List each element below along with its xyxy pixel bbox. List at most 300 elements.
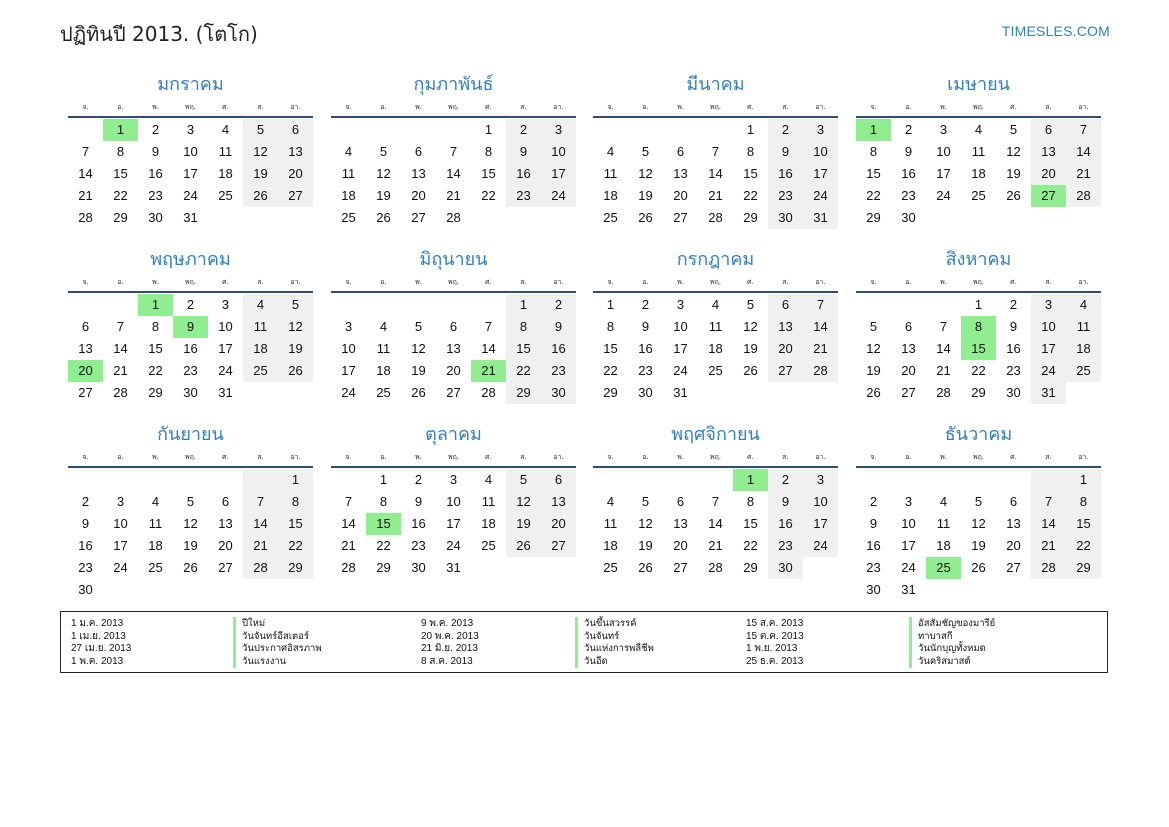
weekday-label: พฤ. [447,103,460,111]
day-cell: 24 [183,188,198,203]
day-cell: 26 [638,210,653,225]
week-row [856,579,1101,601]
day-cell: 28 [243,557,278,579]
weekday-label: จ. [607,103,614,111]
empty-day-cell [891,294,926,316]
day-cell: 21 [78,188,93,203]
empty-day-cell [961,469,996,491]
week-row [68,207,313,229]
week-row [593,360,838,382]
empty-day-cell [628,119,663,141]
weekday-label: ส. [257,103,264,111]
day-cell: 26 [743,363,758,378]
empty-day-cell [138,469,173,491]
day-cell: 16 [866,538,881,553]
day-cell: 8 [869,144,878,159]
week-row [856,338,1101,360]
day-cell: 1 [606,297,615,312]
day-cell: 8 [746,494,755,509]
empty-day-cell [401,119,436,141]
weekday-label: อ. [380,453,387,461]
day-cell: 27 [411,210,426,225]
day-cell: 13 [278,141,313,163]
day-cell: 1 [506,294,541,316]
month-name: มิถุนายน [419,249,488,270]
day-cell: 2 [904,122,913,137]
week-row [593,163,838,185]
weekday-label: พฤ. [972,278,985,286]
day-cell: 25 [603,210,618,225]
legend-holiday-name: วันจันทร์ [575,630,619,643]
holiday-day-cell: 27 [1031,185,1066,207]
day-cell: 5 [641,144,650,159]
weekday-header [68,100,313,114]
day-cell: 7 [81,144,90,159]
day-cell: 12 [638,516,653,531]
day-cell: 28 [708,560,723,575]
empty-day-cell [103,294,138,316]
month-block [331,70,576,229]
empty-day-cell [173,469,208,491]
weekday-header [68,275,313,289]
day-cell: 19 [638,538,653,553]
day-cell: 3 [116,494,125,509]
day-cell: 29 [603,385,618,400]
week-row [331,469,576,491]
day-cell: 7 [243,491,278,513]
day-cell: 1 [278,469,313,491]
day-cell: 30 [541,382,576,404]
weekday-label: จ. [607,453,614,461]
holiday-day-cell: 8 [961,316,996,338]
holiday-day-cell: 1 [103,119,138,141]
day-cell: 16 [901,166,916,181]
empty-day-cell [331,294,366,316]
day-cell: 16 [1006,341,1021,356]
week-row [331,185,576,207]
day-cell: 12 [866,341,881,356]
day-cell: 3 [186,122,195,137]
month-block [68,70,313,229]
day-cell: 13 [768,316,803,338]
day-cell: 21 [113,363,128,378]
day-cell: 20 [218,538,233,553]
empty-day-cell [1031,579,1066,601]
empty-day-cell [663,469,698,491]
week-row [856,119,1101,141]
day-cell: 14 [341,516,356,531]
day-cell: 31 [1031,382,1066,404]
month-name: กันยายน [157,424,224,445]
month-divider [331,291,576,293]
week-row [331,163,576,185]
day-cell: 17 [341,363,356,378]
day-cell: 13 [446,341,461,356]
legend-date: 1 พ.ค. 2013 [71,655,124,667]
weekday-label: จ. [82,278,89,286]
week-row [68,185,313,207]
day-cell: 4 [484,472,493,487]
week-row [68,491,313,513]
day-cell: 13 [218,516,233,531]
day-cell: 10 [183,144,198,159]
weekday-label: พฤ. [709,278,722,286]
day-cell: 29 [148,385,163,400]
weekday-header [68,450,313,464]
day-cell: 28 [341,560,356,575]
day-cell: 15 [1066,513,1101,535]
week-row [593,141,838,163]
week-row [856,491,1101,513]
day-cell: 5 [641,494,650,509]
day-cell: 28 [78,210,93,225]
day-cell: 27 [278,185,313,207]
empty-day-cell [68,119,103,141]
day-cell: 31 [446,560,461,575]
day-cell: 25 [603,560,618,575]
weekday-label: ศ. [485,103,492,111]
week-row [593,294,838,316]
legend-date: 20 พ.ค. 2013 [421,630,479,642]
day-cell: 8 [151,319,160,334]
legend-holiday-name: วันแห่งการพลีชีพ [575,642,654,655]
weekday-label: จ. [345,453,352,461]
day-cell: 1 [974,297,983,312]
day-cell: 4 [379,319,388,334]
day-cell: 24 [218,363,233,378]
weekday-label: ศ. [1010,103,1017,111]
day-cell: 9 [768,491,803,513]
day-cell: 3 [1031,294,1066,316]
week-row [68,163,313,185]
weekday-label: ส. [520,453,527,461]
weekday-label: ส. [257,453,264,461]
week-row [68,119,313,141]
week-row [593,535,838,557]
week-row [68,513,313,535]
day-cell: 21 [1066,163,1101,185]
day-cell: 3 [449,472,458,487]
empty-day-cell [891,469,926,491]
month-block [856,245,1101,404]
day-cell: 7 [116,319,125,334]
day-cell: 23 [506,185,541,207]
legend-holiday-name: วันนักบุญทั้งหมด [909,642,986,655]
day-cell: 18 [243,338,278,360]
day-cell: 4 [344,144,353,159]
week-row [593,513,838,535]
empty-day-cell [243,469,278,491]
week-row [68,557,313,579]
day-cell: 7 [484,319,493,334]
day-cell: 3 [939,122,948,137]
empty-day-cell [768,382,803,404]
week-row [331,294,576,316]
day-cell: 1 [746,122,755,137]
day-cell: 7 [344,494,353,509]
day-cell: 23 [638,363,653,378]
day-cell: 2 [641,297,650,312]
legend-holiday-name: ปีใหม่ [233,617,265,630]
empty-day-cell [541,207,576,229]
day-cell: 22 [866,188,881,203]
day-cell: 25 [243,360,278,382]
day-cell: 8 [606,319,615,334]
day-cell: 14 [1031,513,1066,535]
day-cell: 2 [768,469,803,491]
month-divider [856,466,1101,468]
legend-date: 15 ส.ค. 2013 [746,618,804,629]
day-cell: 30 [411,560,426,575]
day-cell: 19 [183,538,198,553]
day-cell: 26 [411,385,426,400]
day-cell: 17 [803,513,838,535]
day-cell: 7 [1066,119,1101,141]
day-cell: 10 [803,491,838,513]
day-cell: 15 [148,341,163,356]
day-cell: 3 [803,119,838,141]
week-row [856,513,1101,535]
day-cell: 10 [1031,316,1066,338]
day-cell: 21 [243,535,278,557]
week-row [331,316,576,338]
day-cell: 19 [1006,166,1021,181]
day-cell: 10 [541,141,576,163]
month-block [331,420,576,579]
day-cell: 25 [708,363,723,378]
empty-day-cell [926,294,961,316]
weekday-label: จ. [870,278,877,286]
empty-day-cell [471,207,506,229]
site-link[interactable]: TIMESLES.COM [1001,23,1110,39]
day-cell: 12 [638,166,653,181]
day-cell: 20 [1006,538,1021,553]
month-name: พฤศจิกายน [671,424,760,445]
day-cell: 13 [673,166,688,181]
day-cell: 22 [148,363,163,378]
legend-holiday-name: วันคริสมาสต์ [909,655,971,668]
day-cell: 17 [446,516,461,531]
day-cell: 8 [116,144,125,159]
day-cell: 26 [243,185,278,207]
day-cell: 18 [218,166,233,181]
day-cell: 27 [768,360,803,382]
weekday-label: ส. [782,103,789,111]
empty-day-cell [401,294,436,316]
weekday-label: ศ. [1010,453,1017,461]
day-cell: 9 [768,141,803,163]
weekday-label: พ. [677,278,684,286]
day-cell: 15 [113,166,128,181]
day-cell: 29 [1066,557,1101,579]
day-cell: 11 [1066,316,1101,338]
day-cell: 14 [803,316,838,338]
day-cell: 2 [869,494,878,509]
day-cell: 18 [603,188,618,203]
day-cell: 9 [151,144,160,159]
day-cell: 17 [218,341,233,356]
day-cell: 16 [183,341,198,356]
day-cell: 18 [603,538,618,553]
legend-date: 1 พ.ย. 2013 [746,643,798,654]
day-cell: 16 [541,338,576,360]
day-cell: 27 [1006,560,1021,575]
holiday-day-cell: 1 [856,119,891,141]
day-cell: 29 [971,385,986,400]
day-cell: 24 [803,185,838,207]
weekday-label: ศ. [747,103,754,111]
day-cell: 7 [711,494,720,509]
empty-day-cell [593,119,628,141]
month-block [856,70,1101,229]
week-row [331,557,576,579]
day-cell: 24 [901,560,916,575]
month-divider [68,116,313,118]
weekday-label: พฤ. [447,453,460,461]
day-cell: 29 [113,210,128,225]
weekday-header [856,275,1101,289]
day-cell: 29 [506,382,541,404]
day-cell: 24 [803,535,838,557]
empty-day-cell [366,294,401,316]
weekday-label: อา. [1078,103,1089,111]
day-cell: 17 [113,538,128,553]
day-cell: 8 [746,144,755,159]
day-cell: 8 [379,494,388,509]
day-cell: 2 [1009,297,1018,312]
day-cell: 26 [506,535,541,557]
day-cell: 16 [768,513,803,535]
day-cell: 13 [411,166,426,181]
weekday-label: พฤ. [184,103,197,111]
week-row [593,491,838,513]
month-divider [856,291,1101,293]
day-cell: 3 [344,319,353,334]
empty-day-cell [541,557,576,579]
day-cell: 1 [1066,469,1101,491]
day-cell: 23 [148,188,163,203]
month-divider [593,116,838,118]
day-cell: 19 [638,188,653,203]
weekday-label: พ. [152,453,159,461]
month-name: มีนาคม [686,74,745,95]
weekday-label: ส. [1045,453,1052,461]
weekday-label: อ. [117,453,124,461]
week-row [68,535,313,557]
weekday-label: พ. [415,453,422,461]
month-block [593,70,838,229]
weekday-label: จ. [345,278,352,286]
weekday-label: ศ. [747,453,754,461]
empty-day-cell [803,382,838,404]
empty-day-cell [926,207,961,229]
week-row [68,316,313,338]
week-row [593,185,838,207]
day-cell: 26 [278,360,313,382]
day-cell: 28 [1066,185,1101,207]
day-cell: 10 [936,144,951,159]
day-cell: 12 [506,491,541,513]
day-cell: 5 [379,144,388,159]
day-cell: 21 [803,338,838,360]
day-cell: 6 [1009,494,1018,509]
day-cell: 22 [971,363,986,378]
week-row [68,294,313,316]
day-cell: 10 [673,319,688,334]
day-cell: 13 [901,341,916,356]
week-row [856,360,1101,382]
day-cell: 29 [376,560,391,575]
holiday-day-cell: 15 [366,513,401,535]
day-cell: 24 [1031,360,1066,382]
weekday-label: ส. [257,278,264,286]
weekday-header [331,275,576,289]
day-cell: 25 [1066,360,1101,382]
weekday-label: พ. [152,103,159,111]
weekday-label: อา. [815,278,826,286]
day-cell: 9 [904,144,913,159]
legend-date: 15 ต.ค. 2013 [746,630,804,642]
empty-day-cell [331,469,366,491]
day-cell: 6 [278,119,313,141]
weekday-label: พ. [940,453,947,461]
weekday-label: ส. [520,103,527,111]
weekday-label: ศ. [747,278,754,286]
weekday-label: อ. [642,278,649,286]
week-row [856,469,1101,491]
day-cell: 21 [1031,535,1066,557]
weekday-label: จ. [870,103,877,111]
day-cell: 23 [78,560,93,575]
empty-day-cell [173,579,208,601]
month-block [856,420,1101,601]
day-cell: 23 [768,185,803,207]
empty-day-cell [471,557,506,579]
week-row [68,579,313,601]
week-row [593,207,838,229]
day-cell: 21 [708,538,723,553]
day-cell: 15 [481,166,496,181]
week-row [593,338,838,360]
day-cell: 27 [78,385,93,400]
day-cell: 30 [1006,385,1021,400]
week-row [856,382,1101,404]
weekday-label: พ. [415,278,422,286]
day-cell: 25 [341,210,356,225]
day-cell: 6 [221,494,230,509]
day-cell: 27 [901,385,916,400]
weekday-label: อา. [553,278,564,286]
month-block [593,420,838,579]
day-cell: 8 [484,144,493,159]
week-row [331,382,576,404]
day-cell: 14 [446,166,461,181]
day-cell: 11 [243,316,278,338]
weekday-label: พ. [415,103,422,111]
day-cell: 2 [414,472,423,487]
day-cell: 21 [708,188,723,203]
weekday-header [331,450,576,464]
day-cell: 6 [768,294,803,316]
day-cell: 14 [78,166,93,181]
empty-day-cell [366,119,401,141]
empty-day-cell [1066,579,1101,601]
day-cell: 30 [768,557,803,579]
day-cell: 2 [151,122,160,137]
day-cell: 5 [869,319,878,334]
day-cell: 18 [481,516,496,531]
day-cell: 24 [673,363,688,378]
